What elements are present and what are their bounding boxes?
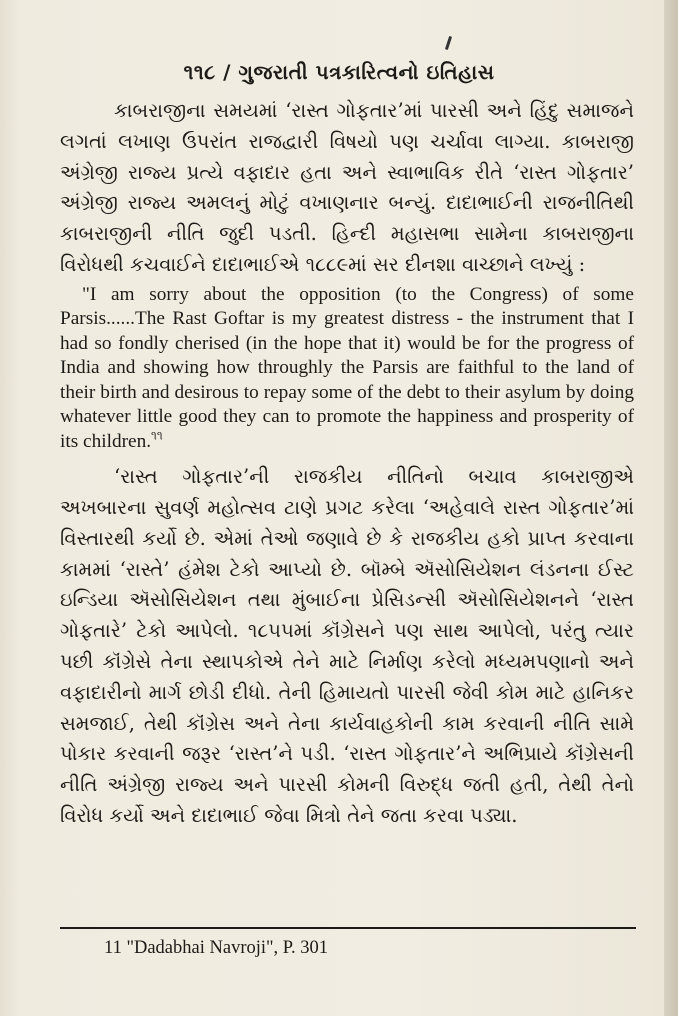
quote-text: "I am sorry about the opposition (to the Congress) of some Parsis......The Rast Goftar is my greatest distress - the instrument that I had so fondly cherised (in the hope that it) would be for the progress of India and showing how throughly the Parsis are faithful to the land of their birth and desirous to repay some of the debt to their asylum by doing whatever little good they can to promote the happiness and prosperity of its children. xyxy=(60,283,634,452)
page-edge xyxy=(664,0,678,1016)
running-head: ૧૧૮ / ગુજરાતી પત્રકારિત્વનો ઇતિહાસ xyxy=(183,60,495,84)
pen-mark xyxy=(445,36,452,50)
paragraph-1: કાબરાજીના સમયમાં ‘રાસ્ત ગોફતાર’માં પારસી અને હિંદુ સમાજને લગતાં લખાણ ઉપરાંત રાજદ્વારી વિષયો પણ ચર્ચાવા લાગ્યા. કાબરાજી અંગ્રેજી રાજ્ય પ્રત્યે વફાદાર હતા અને સ્વાભાવિક રીતે ‘રાસ્ત ગોફતાર’ અંગ્રેજી રાજ્ય અમલનું મોટું વખાણનાર બન્યું. દાદાભાઈની રાજનીતિથી કાબરાજીની નીતિ જુદી પડતી. હિન્દી મહાસભા સામેના કાબરાજીના વિરોધથી કચવાઈને દાદાભાઈએ ૧૮૮૯માં સર દીનશા વાચ્છાને લખ્યું : xyxy=(60,99,634,276)
english-quote xyxy=(60,283,634,455)
footnote-marker: ૧૧ xyxy=(151,428,163,443)
paragraph-2: ‘રાસ્ત ગોફતાર’ની રાજકીય નીતિનો બચાવ કાબરાજીએ અખબારના સુવર્ણ મહોત્સવ ટાણે પ્રગટ કરેલા ‘અહેવાલે રાસ્ત ગોફતાર’માં વિસ્તારથી કર્યો છે. એમાં તેઓ જણાવે છે કે રાજકીય હકો પ્રાપ્ત કરવાના કામમાં ‘રાસ્તે’ હંમેશ ટેકો આપ્યો છે. બૉમ્બે ઍસોસિયેશન લંડનના ઈસ્ટ ઇન્ડિયા ઍસોસિયેશન તથા મુંબાઈના પ્રેસિડન્સી ઍસોસિયેશનને ‘રાસ્ત ગોફતારે’ ટેકો આપેલો. ૧૮૫૫માં કૉંગ્રેસને પણ સાથ આપેલો, પરંતુ ત્યાર પછી કૉંગ્રેસે તેના સ્થાપકોએ તેને માટે નિર્માણ કરેલો મધ્યમપણાનો અને વફાદારીનો માર્ગ છોડી દીધો. તેની હિમાયતો પારસી જેવી કોમ માટે હાનિકર સમજાઈ, તેથી કૉંગ્રેસ અને તેના કાર્યવાહકોની કામ કરવાની નીતિ સામે પોકાર કરવાની જરૂર ‘રાસ્ત’ને પડી. ‘રાસ્ત ગોફતાર’ને અભિપ્રાયે કૉંગ્રેસની નીતિ અંગ્રેજી રાજ્ય અને પારસી કોમની વિરુદ્ધ જતી હતી, તેથી તેનો વિરોધ કર્યો અને દાદાભાઈ જેવા મિત્રો તેને જતા કરવા પડ્યા. xyxy=(60,465,634,828)
body-text xyxy=(60,96,634,832)
footnote-rule xyxy=(60,927,636,929)
footnote: 11 "Dadabhai Navroji", P. 301 xyxy=(104,938,329,958)
